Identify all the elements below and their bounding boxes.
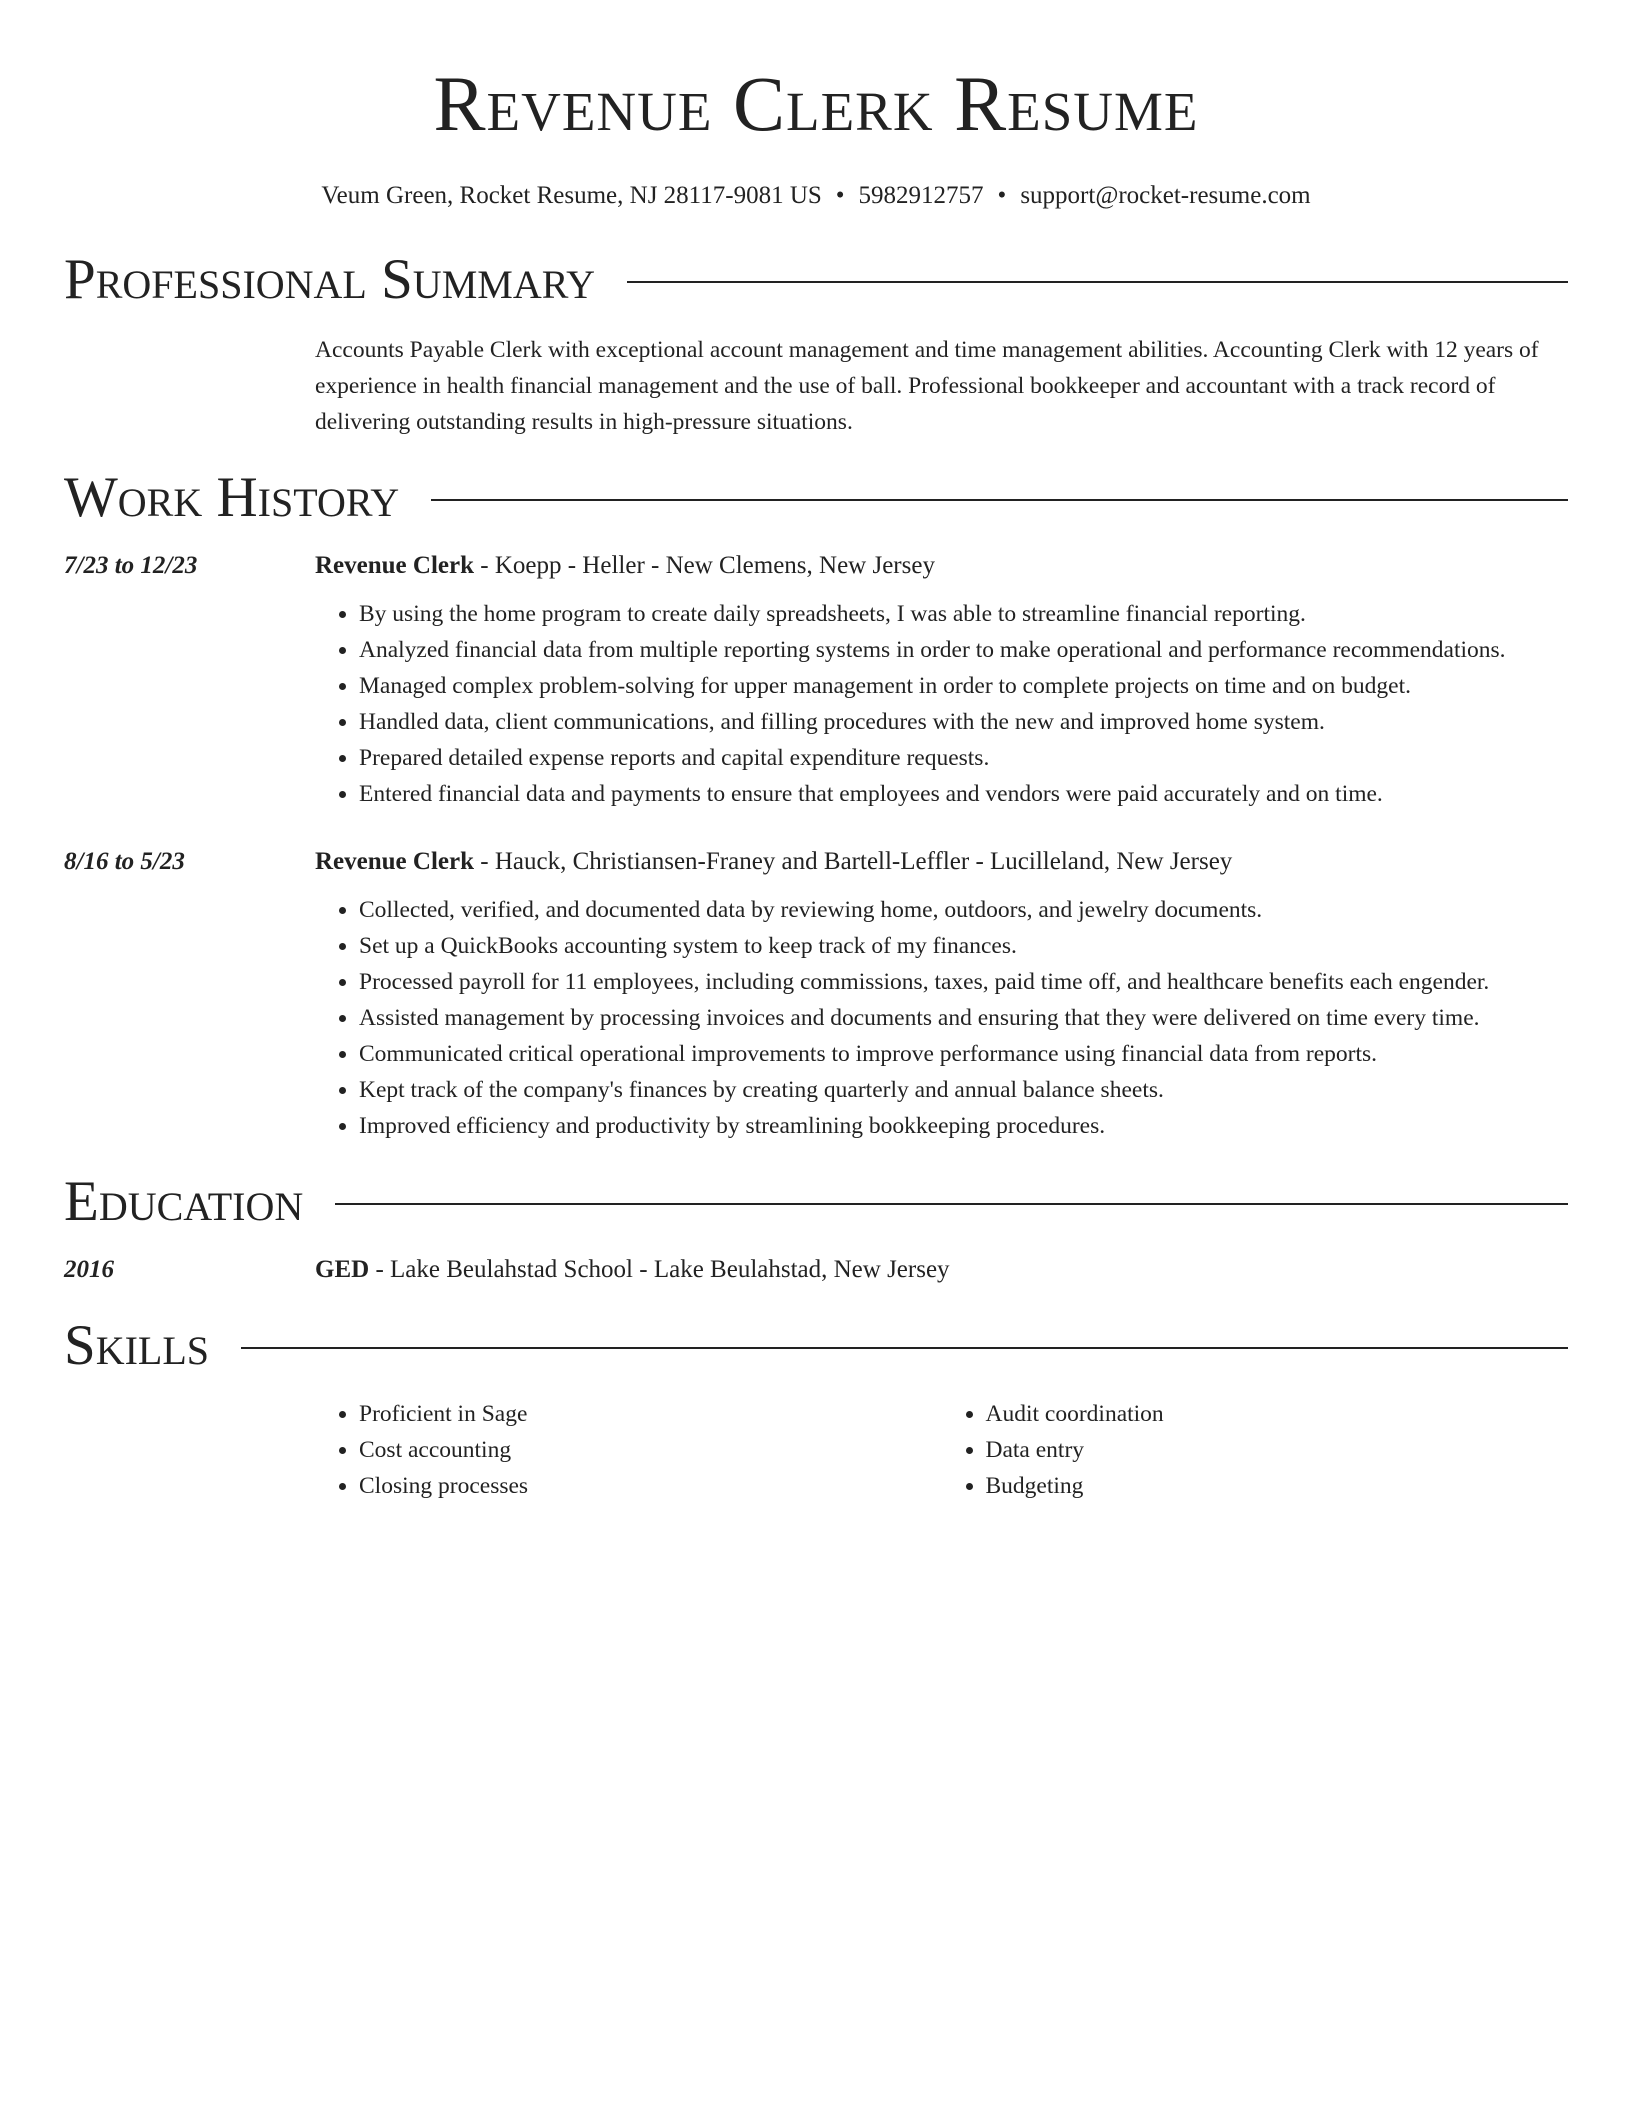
skill-item: • Closing processes	[359, 1468, 942, 1504]
job-details: - Hauck, Christiansen-Franey and Bartell-Leffler - Lucilleland, New Jersey	[474, 848, 1233, 875]
job-body	[315, 844, 1568, 1144]
skill-item: • Cost accounting	[359, 1432, 942, 1468]
job-bullets	[315, 892, 1568, 1144]
job-title: Revenue Clerk	[315, 552, 474, 579]
job-bullets	[315, 596, 1568, 812]
list-item: • Communicated critical operational improvements to improve performance using financial data from reports.	[359, 1036, 1568, 1072]
education-heading-line	[315, 1252, 1568, 1288]
list-item: • Handled data, client communications, and filling procedures with the new and improved home system.	[359, 704, 1568, 740]
work-heading: Work History	[64, 466, 400, 529]
education-section-header	[64, 1170, 1568, 1234]
education-year: 2016	[64, 1256, 114, 1283]
section-divider	[431, 499, 1568, 501]
education-details: - Lake Beulahstad School - Lake Beulahstad, New Jersey	[369, 1256, 950, 1283]
education-heading: Education	[64, 1170, 304, 1233]
list-item: • Kept track of the company's finances by creating quarterly and annual balance sheets.	[359, 1072, 1568, 1108]
list-item: • Entered financial data and payments to ensure that employees and vendors were paid accurately and on time.	[359, 776, 1568, 812]
skill-item: • Proficient in Sage	[359, 1396, 942, 1432]
list-item: • Set up a QuickBooks accounting system to keep track of my finances.	[359, 928, 1568, 964]
job-entry	[64, 844, 1568, 1144]
skill-item: • Audit coordination	[986, 1396, 1569, 1432]
skill-item: • Data entry	[986, 1432, 1569, 1468]
list-item: • Analyzed financial data from multiple reporting systems in order to make operational and performance recommendations.	[359, 632, 1568, 668]
job-details: - Koepp - Heller - New Clemens, New Jersey	[474, 552, 935, 579]
section-divider	[241, 1347, 1568, 1349]
skills-column-left	[315, 1396, 942, 1504]
list-item: • Processed payroll for 11 employees, including commissions, taxes, paid time off, and healthcare benefits each engender.	[359, 964, 1568, 1000]
job-dates: 8/16 to 5/23	[64, 848, 185, 875]
job-entry	[64, 548, 1568, 812]
list-item: • Prepared detailed expense reports and capital expenditure requests.	[359, 740, 1568, 776]
skills-list	[315, 1396, 1568, 1504]
contact-email: support@rocket-resume.com	[1020, 182, 1311, 209]
contact-address: Veum Green, Rocket Resume, NJ 28117-9081 US	[321, 182, 822, 209]
summary-text: Accounts Payable Clerk with exceptional account management and time management abilities. Accounting Clerk with 12 years of experience in health financial management and the use of ball. Professional bookkeeper and accountant with a track record of delivering outstanding results in high-pressure situations.	[315, 337, 1539, 435]
contact-phone: 5982912757	[858, 182, 984, 209]
separator-dot: •	[997, 182, 1007, 209]
job-body	[315, 548, 1568, 812]
list-item: • By using the home program to create daily spreadsheets, I was able to streamline financial reporting.	[359, 596, 1568, 632]
contact-line	[64, 180, 1568, 212]
job-heading	[315, 844, 1568, 880]
skills-column-right	[942, 1396, 1569, 1504]
list-item: • Collected, verified, and documented data by reviewing home, outdoors, and jewelry documents.	[359, 892, 1568, 928]
skills-section-header	[64, 1314, 1568, 1378]
education-entry	[64, 1252, 1568, 1288]
job-title: Revenue Clerk	[315, 848, 474, 875]
skills-heading: Skills	[64, 1314, 210, 1377]
list-item: • Assisted management by processing invoices and documents and ensuring that they were delivered on time every time.	[359, 1000, 1568, 1036]
section-divider	[335, 1203, 1568, 1205]
summary-heading: Professional Summary	[64, 248, 596, 311]
job-heading	[315, 548, 1568, 584]
list-item: • Improved efficiency and productivity by streamlining bookkeeping procedures.	[359, 1108, 1568, 1144]
page-title: Revenue Clerk Resume	[433, 60, 1199, 147]
skill-item: • Budgeting	[986, 1468, 1569, 1504]
job-dates: 7/23 to 12/23	[64, 552, 198, 579]
separator-dot: •	[835, 182, 845, 209]
section-divider	[627, 281, 1568, 283]
education-degree: GED	[315, 1256, 370, 1283]
work-section-header	[64, 466, 1568, 530]
summary-section-header	[64, 248, 1568, 312]
list-item: • Managed complex problem-solving for upper management in order to complete projects on time and on budget.	[359, 668, 1568, 704]
